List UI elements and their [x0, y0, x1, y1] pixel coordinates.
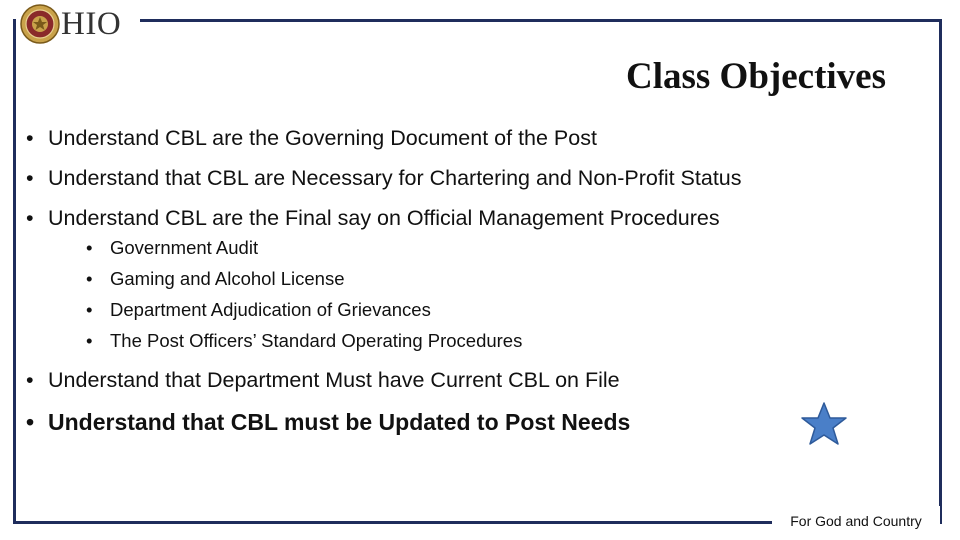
sub-bullet-text: The Post Officers’ Standard Operating Procedures [110, 330, 523, 351]
frame-top-line [140, 19, 942, 22]
sub-bullet-text: Department Adjudication of Grievances [110, 299, 431, 320]
bullet-marker: • [26, 166, 34, 190]
frame-left-line [13, 19, 16, 524]
bullet-text: Understand that Department Must have Current CBL on File [48, 368, 620, 392]
bullet-list [26, 118, 742, 238]
logo [20, 2, 121, 46]
bullet-text: Understand CBL are the Governing Document of the Post [48, 126, 597, 150]
bullet-marker: • [86, 268, 93, 289]
bullet-marker: • [86, 330, 93, 351]
sub-bullet-text: Gaming and Alcohol License [110, 268, 345, 289]
bullet-marker: • [26, 206, 34, 230]
bullet-marker: • [86, 237, 93, 258]
frame-bottom-line [13, 521, 775, 524]
list-item [26, 158, 742, 198]
lower-bullet-list [26, 360, 630, 444]
list-item [86, 294, 522, 325]
list-item [26, 118, 742, 158]
bullet-text: Understand CBL are the Final say on Official Management Procedures [48, 206, 720, 230]
star-icon [800, 401, 848, 447]
bullet-text: Understand that CBL must be Updated to Post Needs [48, 409, 631, 435]
bullet-marker: • [86, 299, 93, 320]
list-item [86, 232, 522, 263]
list-item [26, 400, 630, 444]
frame-right-line [939, 19, 942, 524]
list-item [86, 325, 522, 356]
bullet-marker: • [26, 409, 35, 435]
list-item [26, 360, 630, 400]
slide-title: Class Objectives [626, 56, 886, 97]
bullet-text: Understand that CBL are Necessary for Chartering and Non-Profit Status [48, 166, 742, 190]
sub-bullet-list [86, 232, 522, 356]
bullet-marker: • [26, 126, 34, 150]
bullet-marker: • [26, 368, 34, 392]
list-item [86, 263, 522, 294]
logo-text: HIO [61, 5, 122, 42]
legion-seal-icon [20, 4, 60, 44]
footer-motto: For God and Country [772, 506, 940, 536]
sub-bullet-text: Government Audit [110, 237, 259, 258]
